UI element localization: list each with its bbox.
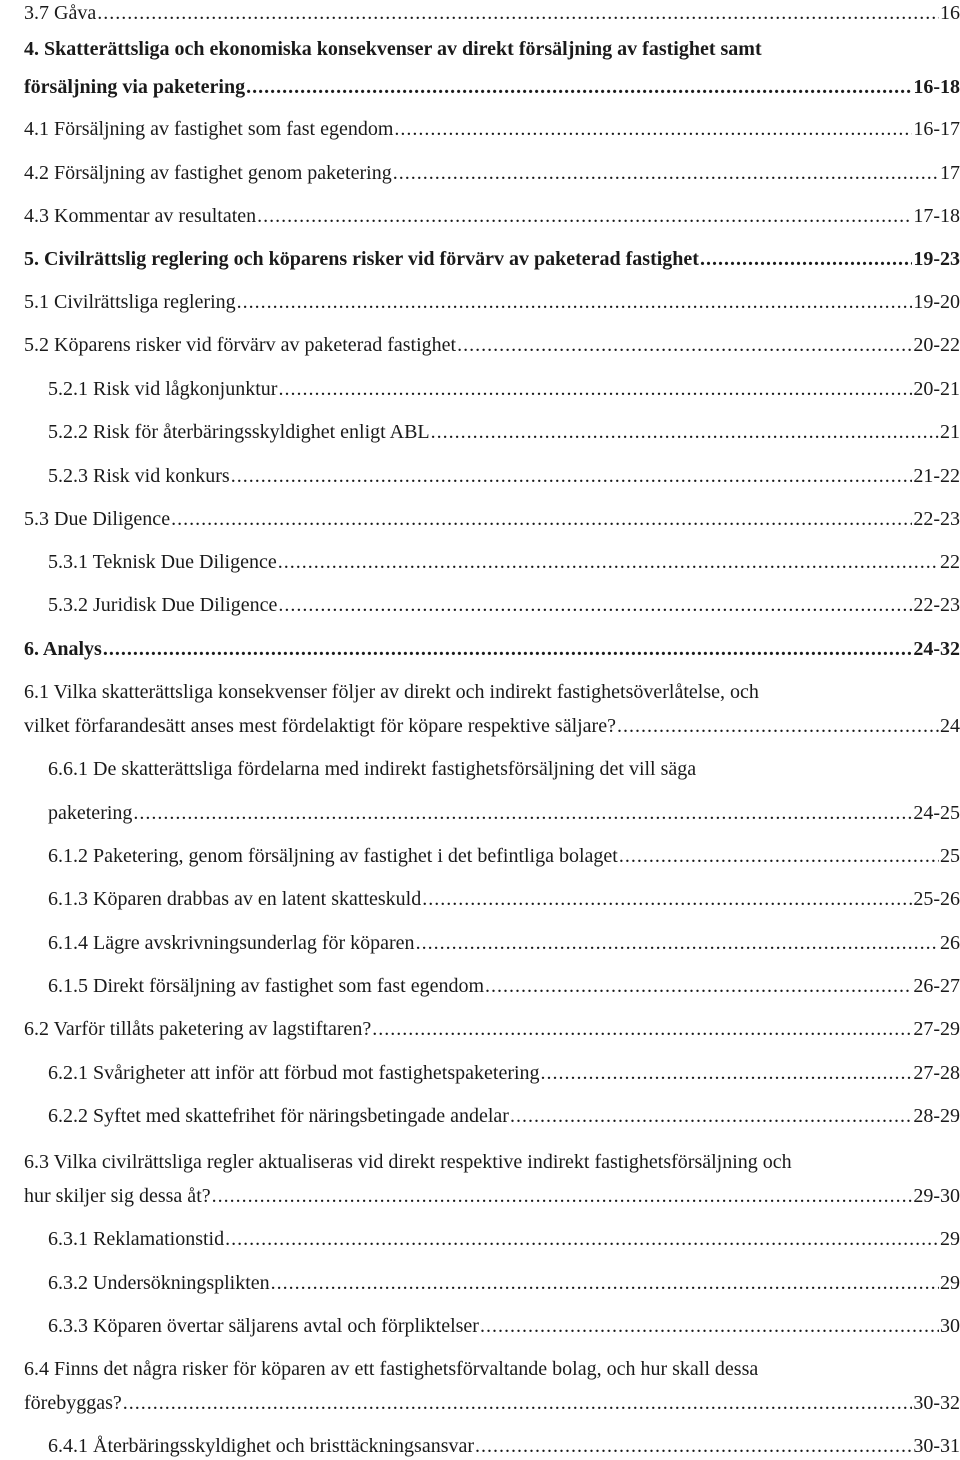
toc-entry-title: 5.3.1 Teknisk Due Diligence: [48, 551, 277, 573]
toc-leader-dots: [416, 931, 939, 955]
toc-leader-dots: [700, 247, 912, 271]
toc-leader-dots: [541, 1061, 913, 1085]
toc-entry[interactable]: [48, 887, 960, 911]
toc-leader-dots: [123, 1391, 913, 1415]
toc-leader-dots: [393, 161, 939, 185]
toc-leader-dots: [97, 1, 939, 25]
toc-entry-title: paketering: [48, 802, 133, 824]
toc-entry-title: 6.2 Varför tillåts paketering av lagstiftaren?: [24, 1018, 372, 1040]
toc-entry[interactable]: [24, 1, 960, 25]
toc-entry-title: 5.1 Civilrättsliga reglering: [24, 291, 236, 313]
toc-entry-page: 29: [940, 1272, 960, 1294]
toc-entry[interactable]: [24, 247, 960, 271]
toc-entry[interactable]: [24, 507, 960, 531]
toc-entry-title: 4.3 Kommentar av resultaten: [24, 205, 257, 227]
toc-entry-title: 6.1.2 Paketering, genom försäljning av fastighet i det befintliga bolaget: [48, 845, 618, 867]
toc-entry-page: 16: [940, 2, 960, 24]
toc-entry-title: 5.2.3 Risk vid konkurs: [48, 465, 230, 487]
toc-leader-dots: [133, 801, 912, 825]
toc-entry[interactable]: [48, 593, 960, 617]
toc-entry[interactable]: [48, 931, 960, 955]
toc-entry[interactable]: [24, 637, 960, 661]
toc-entry-page: 24-32: [913, 638, 960, 660]
toc-entry-title: 5.2 Köparens risker vid förvärv av paketerad fastighet: [24, 334, 457, 356]
toc-entry-title: 5.3 Due Diligence: [24, 508, 171, 530]
toc-leader-dots: [237, 290, 913, 314]
toc-entry-title: 5. Civilrättslig reglering och köparens risker vid förvärv av paketerad fastighet: [24, 248, 699, 270]
toc-leader-dots: [457, 333, 912, 357]
toc-entry-page: 21-22: [913, 465, 960, 487]
toc-leader-dots: [510, 1104, 912, 1128]
toc-leader-dots: [278, 377, 912, 401]
toc-leader-dots: [475, 1434, 912, 1458]
toc-entry[interactable]: [24, 117, 960, 141]
toc-entry[interactable]: [24, 204, 960, 228]
toc-entry-page: 27-28: [913, 1062, 960, 1084]
toc-entry[interactable]: [24, 290, 960, 314]
toc-leader-dots: [257, 204, 912, 228]
toc-entry-title: förebyggas?: [24, 1392, 122, 1414]
toc-entry-title: 4.1 Försäljning av fastighet som fast egendom: [24, 118, 394, 140]
toc-entry-page: 16-18: [913, 76, 960, 98]
toc-entry-title: 6.3.2 Undersökningsplikten: [48, 1272, 270, 1294]
toc-entry-page: 20-21: [913, 378, 960, 400]
toc-entry-page: 16-17: [913, 118, 960, 140]
toc-leader-dots: [617, 714, 939, 738]
toc-entry-title[interactable]: 6.6.1 De skatterättsliga fördelarna med indirekt fastighetsförsäljning det vill säga: [48, 758, 697, 780]
toc-entry-title: hur skiljer sig dessa åt?: [24, 1185, 211, 1207]
toc-entry-title: 6. Analys: [24, 638, 102, 660]
toc-leader-dots: [394, 117, 912, 141]
toc-entry-title: 5.3.2 Juridisk Due Diligence: [48, 594, 278, 616]
toc-entry-title: 6.1.3 Köparen drabbas av en latent skatteskuld: [48, 888, 422, 910]
toc-leader-dots: [231, 464, 913, 488]
toc-entry[interactable]: [48, 550, 960, 574]
toc-entry-title: 3.7 Gåva: [24, 2, 97, 24]
toc-entry-title[interactable]: 6.4 Finns det några risker för köparen av ett fastighetsförvaltande bolag, och hur skall dessa: [24, 1358, 759, 1380]
toc-leader-dots: [225, 1227, 939, 1251]
toc-leader-dots: [422, 887, 912, 911]
toc-entry-page: 20-22: [913, 334, 960, 356]
toc-entry-page: 24: [940, 715, 960, 737]
toc-entry-page: 21: [940, 421, 960, 443]
toc-entry-page: 22-23: [913, 594, 960, 616]
toc-entry[interactable]: [24, 1391, 960, 1415]
toc-entry[interactable]: [24, 1184, 960, 1208]
toc-leader-dots: [103, 637, 913, 661]
toc-leader-dots: [246, 75, 912, 99]
toc-entry-page: 29: [940, 1228, 960, 1250]
toc-entry[interactable]: [48, 1061, 960, 1085]
toc-entry-page: 30-31: [913, 1435, 960, 1457]
toc-entry[interactable]: [48, 801, 960, 825]
toc-leader-dots: [480, 1314, 939, 1338]
toc-entry-page: 28-29: [913, 1105, 960, 1127]
toc-entry-page: 24-25: [913, 802, 960, 824]
toc-entry-page: 30-32: [913, 1392, 960, 1414]
toc-leader-dots: [372, 1017, 912, 1041]
toc-entry[interactable]: [24, 333, 960, 357]
toc-leader-dots: [171, 507, 912, 531]
toc-entry[interactable]: [48, 1314, 960, 1338]
toc-entry-title: 5.2.2 Risk för återbäringsskyldighet enligt ABL: [48, 421, 430, 443]
toc-leader-dots: [278, 593, 912, 617]
toc-entry-page: 25: [940, 845, 960, 867]
toc-leader-dots: [485, 974, 912, 998]
toc-entry-title: 6.4.1 Återbäringsskyldighet och bristtäckningsansvar: [48, 1435, 475, 1457]
toc-entry[interactable]: [24, 75, 960, 99]
toc-entry-title: 6.3.3 Köparen övertar säljarens avtal och förpliktelser: [48, 1315, 479, 1337]
toc-entry-title: 5.2.1 Risk vid lågkonjunktur: [48, 378, 278, 400]
toc-entry[interactable]: [24, 161, 960, 185]
toc-entry-title: vilket förfarandesätt anses mest fördelaktigt för köpare respektive säljare?: [24, 715, 616, 737]
toc-entry-page: 22-23: [913, 508, 960, 530]
toc-entry-title[interactable]: 4. Skatterättsliga och ekonomiska konsekvenser av direkt försäljning av fastighet samt: [24, 38, 762, 60]
toc-entry[interactable]: [48, 420, 960, 444]
toc-entry-title[interactable]: 6.1 Vilka skatterättsliga konsekvenser följer av direkt och indirekt fastighetsöverlåtelse, och: [24, 681, 759, 703]
toc-entry-title: 4.2 Försäljning av fastighet genom paketering: [24, 162, 392, 184]
toc-entry[interactable]: [48, 377, 960, 401]
toc-leader-dots: [431, 420, 939, 444]
toc-entry-page: 26-27: [913, 975, 960, 997]
toc-entry-page: 17: [940, 162, 960, 184]
toc-leader-dots: [278, 550, 939, 574]
toc-entry-title: 6.1.5 Direkt försäljning av fastighet som fast egendom: [48, 975, 485, 997]
toc-entry-page: 29-30: [913, 1185, 960, 1207]
toc-entry[interactable]: [48, 844, 960, 868]
toc-leader-dots: [271, 1271, 939, 1295]
toc-entry-title: 6.2.1 Svårigheter att inför att förbud mot fastighetspaketering: [48, 1062, 540, 1084]
toc-entry[interactable]: [48, 1104, 960, 1128]
toc-entry[interactable]: [48, 974, 960, 998]
toc-entry[interactable]: [48, 464, 960, 488]
toc-leader-dots: [619, 844, 939, 868]
toc-entry[interactable]: [48, 1271, 960, 1295]
toc-entry[interactable]: [24, 714, 960, 738]
toc-entry-page: 22: [940, 551, 960, 573]
toc-entry-page: 25-26: [913, 888, 960, 910]
toc-entry-page: 27-29: [913, 1018, 960, 1040]
toc-entry-title: 6.1.4 Lägre avskrivningsunderlag för köparen: [48, 932, 415, 954]
toc-entry-title: försäljning via paketering: [24, 76, 246, 98]
toc-entry-title: 6.2.2 Syftet med skattefrihet för näringsbetingade andelar: [48, 1105, 509, 1127]
toc-entry-page: 19-20: [913, 291, 960, 313]
toc-entry[interactable]: [48, 1227, 960, 1251]
toc-entry-page: 19-23: [913, 248, 960, 270]
toc-entry[interactable]: [24, 1017, 960, 1041]
toc-entry-page: 17-18: [913, 205, 960, 227]
toc-entry-title: 6.3.1 Reklamationstid: [48, 1228, 225, 1250]
toc-leader-dots: [212, 1184, 913, 1208]
toc-entry-page: 30: [940, 1315, 960, 1337]
toc-entry-title[interactable]: 6.3 Vilka civilrättsliga regler aktualiseras vid direkt respektive indirekt fastighetsförsäljning och: [24, 1151, 792, 1173]
toc-entry[interactable]: [48, 1434, 960, 1458]
toc-entry-page: 26: [940, 932, 960, 954]
